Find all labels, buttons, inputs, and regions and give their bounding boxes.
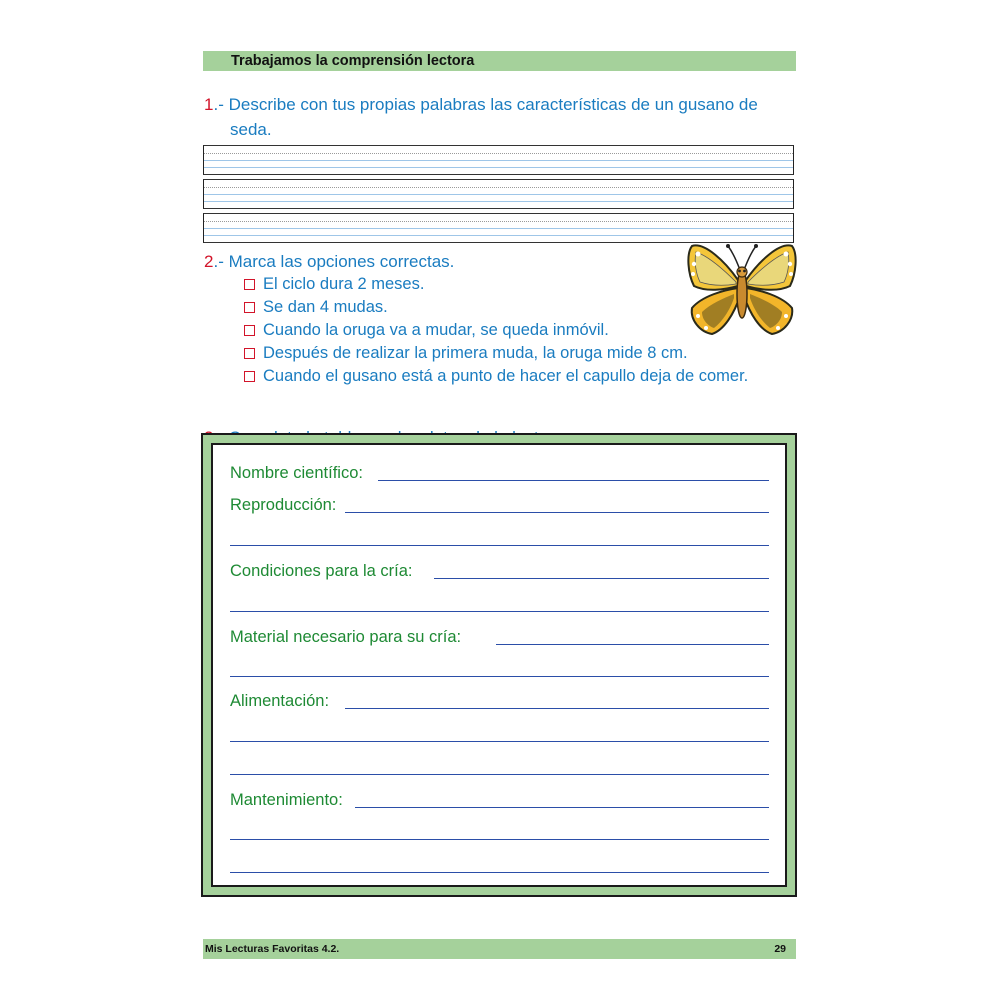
option-3-label: Cuando la oruga va a mudar, se queda inmóvil. xyxy=(263,321,609,339)
footer-bar xyxy=(203,939,796,959)
option-1-label: El ciclo dura 2 meses. xyxy=(263,275,425,293)
answer-line-feeding-1[interactable] xyxy=(345,708,769,709)
answer-line-maintenance-1[interactable] xyxy=(355,807,769,808)
option-3-checkbox[interactable] xyxy=(244,325,255,336)
option-3 xyxy=(244,319,609,341)
answer-line-breeding-material-1[interactable] xyxy=(496,644,769,645)
header-bar xyxy=(203,51,796,71)
option-1-checkbox[interactable] xyxy=(244,279,255,290)
option-2-label: Se dan 4 mudas. xyxy=(263,298,388,316)
field-label-breeding-material: Material necesario para su cría: xyxy=(230,628,462,646)
option-4-label: Después de realizar la primera muda, la oruga mide 8 cm. xyxy=(263,344,688,362)
option-4 xyxy=(244,342,688,364)
option-5-checkbox[interactable] xyxy=(244,371,255,382)
field-label-scientific-name: Nombre científico: xyxy=(230,464,363,482)
field-label-maintenance: Mantenimiento: xyxy=(230,791,343,809)
answer-line-breeding-conditions-2[interactable] xyxy=(230,611,769,612)
answer-line-reproduction-1[interactable] xyxy=(345,512,769,513)
field-label-reproduction: Reproducción: xyxy=(230,496,337,514)
question-1-text-line2: seda. xyxy=(230,120,272,139)
answer-line-breeding-conditions-1[interactable] xyxy=(434,578,769,579)
answer-line-feeding-3[interactable] xyxy=(230,774,769,775)
butterfly-illustration xyxy=(684,240,800,336)
field-label-breeding-conditions: Condiciones para la cría: xyxy=(230,562,413,580)
option-1 xyxy=(244,273,424,295)
option-2-checkbox[interactable] xyxy=(244,302,255,313)
book-title: Mis Lecturas Favoritas 4.2. xyxy=(205,943,340,955)
answer-line-scientific-name[interactable] xyxy=(378,480,769,481)
question-1-number: 1 xyxy=(204,95,214,114)
question-2-number: 2 xyxy=(204,252,214,271)
data-table xyxy=(211,443,787,887)
question-2 xyxy=(204,252,454,272)
answer-line-breeding-material-2[interactable] xyxy=(230,676,769,677)
option-5 xyxy=(244,365,748,387)
question-2-suffix: .- xyxy=(213,252,224,271)
answer-line-reproduction-2[interactable] xyxy=(230,545,769,546)
answer-line-feeding-2[interactable] xyxy=(230,741,769,742)
page-title: Trabajamos la comprensión lectora xyxy=(231,53,475,69)
option-4-checkbox[interactable] xyxy=(244,348,255,359)
writing-guide-1[interactable] xyxy=(203,145,794,175)
option-2 xyxy=(244,296,388,318)
question-1-text-line1: Describe con tus propias palabras las características de un gusano de xyxy=(228,95,758,114)
question-1-suffix: .- xyxy=(213,95,224,114)
data-table-frame xyxy=(201,433,797,897)
page-number: 29 xyxy=(774,943,786,955)
answer-line-maintenance-2[interactable] xyxy=(230,839,769,840)
writing-guide-3[interactable] xyxy=(203,213,794,243)
question-1 xyxy=(204,95,758,115)
option-5-label: Cuando el gusano está a punto de hacer el capullo deja de comer. xyxy=(263,367,749,385)
answer-line-maintenance-3[interactable] xyxy=(230,872,769,873)
writing-guide-2[interactable] xyxy=(203,179,794,209)
field-label-feeding: Alimentación: xyxy=(230,692,330,710)
question-2-text: Marca las opciones correctas. xyxy=(228,252,455,271)
